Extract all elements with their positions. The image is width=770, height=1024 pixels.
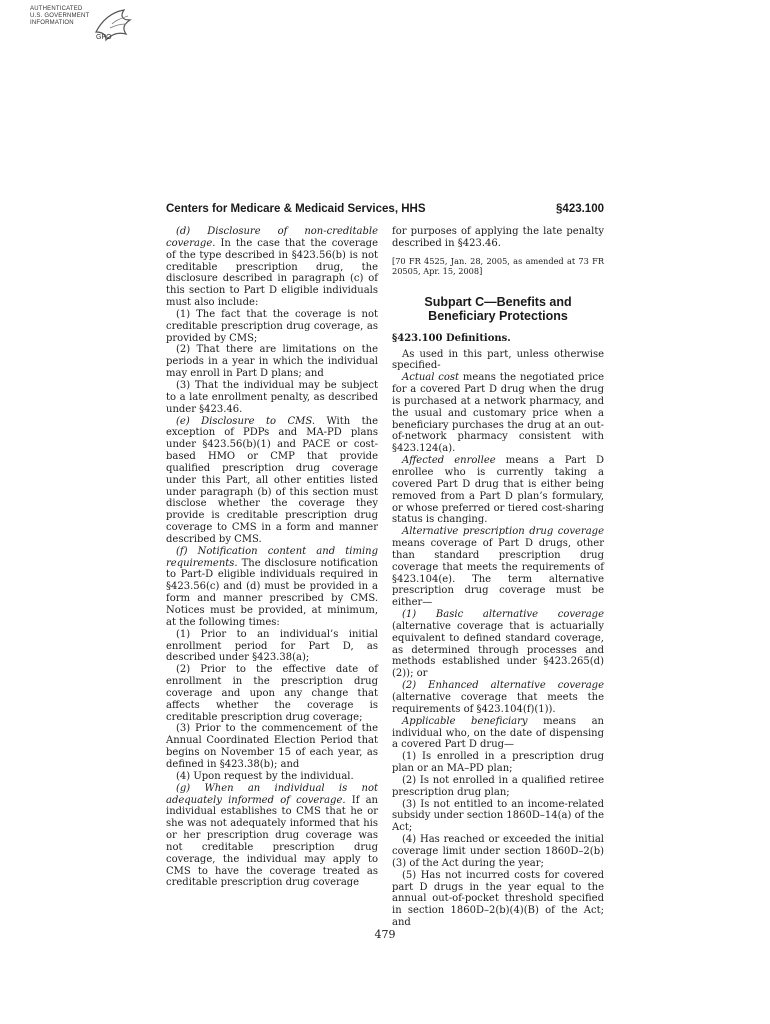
paragraph [392,870,604,929]
seal-line: U.S. GOVERNMENT [30,13,90,19]
paragraph [166,344,378,380]
continuation-text: for purposes of applying the late penalty described in §423.46. [392,226,604,249]
paragraph [166,723,378,770]
seal-gpo-label: GPO [96,34,112,41]
paragraph-term: (g) When an individual is not adequately informed of coverage. [166,782,378,806]
paragraph-text: means an individual who, on the date of dispensing a covered Part D drug— [392,715,604,751]
paragraph [166,380,378,416]
paragraph [166,546,378,629]
paragraph [392,799,604,835]
paragraph [392,751,604,775]
paragraph-text: (1) Is enrolled in a prescription drug plan or an MA–PD plan; [392,751,604,775]
header-agency: Centers for Medicare & Medicaid Services, HHS [166,203,426,215]
paragraph [392,834,604,870]
paragraph [166,226,378,309]
paragraph-term: (e) Disclosure to CMS. [176,415,316,427]
paragraph [166,664,378,723]
paragraph-text: (2) Prior to the effective date of enrollment in the prescription drug coverage and upon any change that affects whether the coverage is creditable prescription drug coverage; [166,664,378,723]
section-heading: §423.100 Definitions. [392,332,511,344]
running-header [166,203,604,219]
paragraph-text: (1) The fact that the coverage is not creditable prescription drug coverage, as provided by CMS; [166,308,378,344]
paragraph [392,455,604,526]
paragraph [166,771,378,783]
paragraph-text: means coverage of Part D drugs, other than standard prescription drug coverage that meets the requirements of §423.104(e). The term alternative prescription drug coverage must be either— [392,538,604,609]
subpart-heading-line: Beneficiary Protections [428,308,568,323]
paragraph-term: (1) Basic alternative coverage [402,609,604,621]
subpart-heading-line: Subpart C—Benefits and [424,294,572,309]
seal-line: AUTHENTICATED [30,6,83,12]
paragraph-term: Applicable beneficiary [402,715,528,727]
header-section: §423.100 [556,203,604,215]
paragraph-text: (3) Prior to the commencement of the Annual Coordinated Election Period that begins on November 15 of each year, as defined in §423.38(b); and [166,723,378,770]
amendment-citation: [70 FR 4525, Jan. 28, 2005, as amended at 73 FR 20505, Apr. 15, 2008] [392,255,604,277]
right-column [392,226,604,929]
paragraph [392,372,604,455]
paragraph-text: The disclosure notification to Part-D eligible individuals required in §423.56(c) and (d) must be provided in a form and manner prescribed by CMS. Notices must be provided, at minimum, at the following times: [166,557,378,628]
paragraph-text: As used in this part, unless otherwise specified- [392,348,604,372]
paragraph-text: (alternative coverage that is actuarially equivalent to defined standard coverage, as determined through processes and methods established under §423.265(d)(2)); or [392,620,604,680]
page-number: 479 [374,928,396,941]
paragraph-text: (1) Prior to an individual’s initial enrollment period for Part D, as described under §423.38(a); [166,628,378,664]
left-column [166,226,378,889]
paragraph-text: With the exception of PDPs and MA-PD plans under §423.56(b)(1) and PACE or cost-based HMO or CMP that provide qualified prescription drug coverage under this Part, all other entities listed under paragraph (b) of this section must disclose whether the coverage they provide is creditable prescription drug coverage to CMS in a form and manner described by CMS. [166,415,379,545]
paragraph-text: If an individual establishes to CMS that he or she was not adequately informed that his or her prescription drug coverage was not creditable prescription drug coverage, the individual may apply to CMS to have the coverage treated as creditable prescription drug coverage [166,794,378,889]
paragraph [166,783,378,890]
paragraph-term: Actual cost [402,372,460,384]
paragraph-text: (2) Is not enrolled in a qualified retiree prescription drug plan; [392,774,604,798]
seal-line: INFORMATION [30,20,74,26]
definitions-list [392,349,604,929]
paragraph-text: (5) Has not incurred costs for covered part D drugs in the year equal to the annual out-of-pocket threshold specified in section 1860D–2(b)(4)(B) of the Act; and [392,869,604,929]
paragraph [392,680,604,716]
paragraph [392,349,604,373]
paragraph [392,716,604,752]
paragraph-term: (d) Disclosure of non-creditable coverage. [166,226,378,249]
paragraph-text: (4) Upon request by the individual. [176,770,354,782]
paragraph [166,629,378,665]
paragraph [166,309,378,345]
paragraph-term: (2) Enhanced alternative coverage [402,680,604,692]
gpo-authentication-seal [30,6,142,46]
paragraph [166,416,378,546]
paragraph-text: (3) That the individual may be subject to a late enrollment penalty, as described under §423.46. [166,379,378,415]
paragraph-text: means a Part D enrollee who is currently taking a covered Part D drug that is either being removed from a Part D plan’s formulary, or whose preferred or tiered cost-sharing status is changing. [392,455,605,526]
subpart-heading [392,295,604,323]
paragraph-text: (2) That there are limitations on the periods in a year in which the individual may enroll in Part D plans; and [166,344,378,380]
paragraph-term: Affected enrollee [402,455,496,467]
paragraph-text: (4) Has reached or exceeded the initial coverage limit under section 1860D–2(b)(3) of the Act during the year; [392,834,604,869]
paragraph [392,609,604,680]
paragraph [392,526,604,609]
paragraph-text: In the case that the coverage of the type described in §423.56(b) is not creditable prescription drug, the disclosure described in paragraph (c) of this section to Part D eligible individuals must also include: [166,237,378,309]
paragraph-term: (f) Notification content and timing requirements. [166,545,378,569]
paragraph-text: means the negotiated price for a covered Part D drug when the drug is purchased at a network pharmacy, and the usual and customary price when a beneficiary purchases the drug at an out-of-network pharmacy consistent with §423.124(a). [392,372,604,455]
seal-text [30,6,89,27]
paragraph-term: Alternative prescription drug coverage [402,526,604,538]
paragraph [392,775,604,799]
paragraph-text: (alternative coverage that meets the requirements of §423.104(f)(1)). [392,692,604,715]
paragraph-text: (3) Is not entitled to an income-related subsidy under section 1860D–14(a) of the Act; [392,798,604,834]
